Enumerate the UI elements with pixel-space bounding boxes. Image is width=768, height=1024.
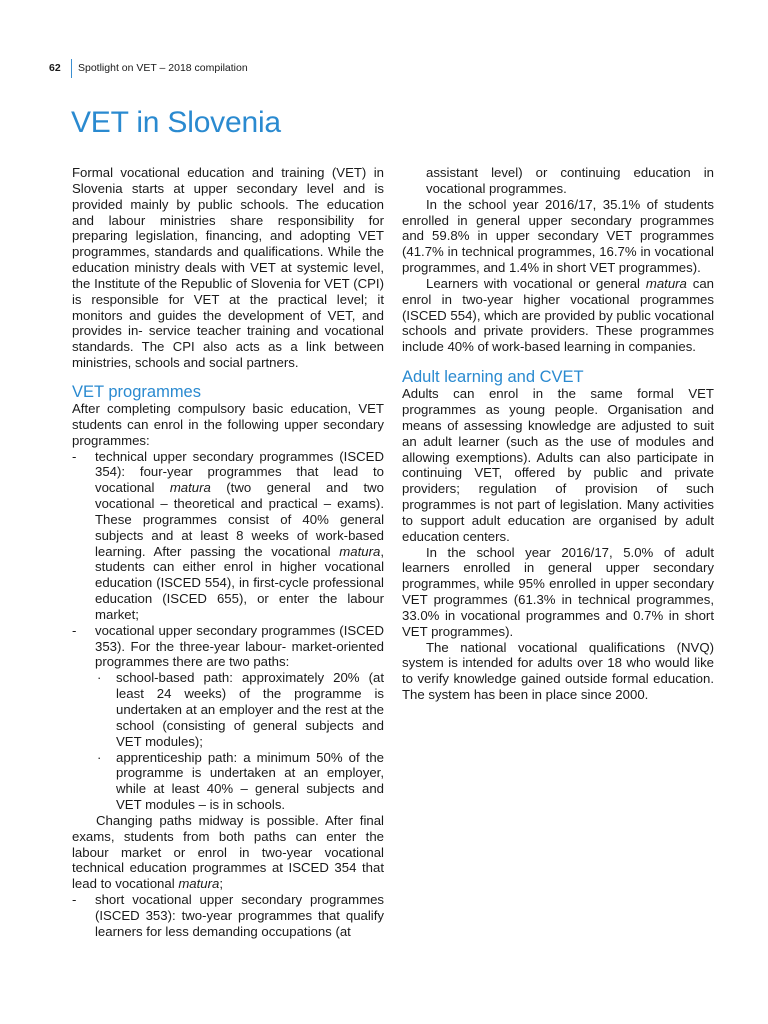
sublist-item-apprenticeship <box>95 750 384 813</box>
list-item-text: vocational upper secondary programmes (ISCED 353). For the three-year labour- market-oriented programmes there are two paths: <box>95 622 384 670</box>
programme-list <box>72 449 384 813</box>
list-item-vocational <box>72 623 384 813</box>
adult-learning-paragraph: Adults can enrol in the same formal VET programmes as young people. Organisation and means of assessing knowledge are adjusted to suit an adult learner (such as the use of modules and allowing exemptions). Adults can also participate in continuing VET, offered by public and private providers; regulation of provision of such programmes is not part of legislation. Many activities to support adult education are organised by adult education centers. <box>402 386 714 544</box>
paragraph-text: can enrol in two-year higher vocational programmes (ISCED 554), which are provided by public vocational schools and private providers. These programmes include 40% of work-based learning in companies. <box>402 275 714 355</box>
dash-bullet: - <box>72 892 77 908</box>
list-item-continuation: assistant level) or continuing education in vocational programmes. <box>426 165 714 196</box>
higher-vocational-paragraph <box>402 276 714 355</box>
header-divider <box>71 59 72 78</box>
sublist-item-text: apprenticeship path: a minimum 50% of the programme is undertaken at an employer, while at least 40% – general subjects and VET modules – is in schools. <box>116 749 384 813</box>
section-heading-vet-programmes: VET programmes <box>72 382 201 401</box>
dot-bullet: · <box>97 670 102 686</box>
paragraph-text: Changing paths midway is possible. After final exams, students from both paths can enter the labour market or enrol in two-year vocational technical education programmes at ISCED 354 that lead to vocational <box>72 812 384 892</box>
vet-programmes-lead: After completing compulsory basic education, VET students can enrol in the following upper secondary programmes: <box>72 400 384 448</box>
section-heading-adult-learning: Adult learning and CVET <box>402 368 584 387</box>
dot-bullet: · <box>97 749 102 765</box>
left-column <box>72 165 384 940</box>
list-item-text: (two general and two vocational – theoretical and practical – exams). These programmes consist of 40% general subjects and at least 8 weeks of work-based learning. After passing the vocational <box>95 480 384 559</box>
running-header <box>49 58 248 78</box>
publication-title: Spotlight on VET – 2018 compilation <box>78 62 248 74</box>
italic-term: matura <box>169 480 211 496</box>
dash-bullet: - <box>72 622 77 638</box>
paragraph-text: ; <box>219 876 224 892</box>
list-item-text: short vocational upper secondary programmes (ISCED 353): two-year programmes that qualify learners for less demanding occupations (at <box>95 892 384 939</box>
list-item-text: , students can either enrol in higher vocational education (ISCED 554), in first-cycle professional education (ISCED 655), or enter the labour market; <box>95 543 384 622</box>
page-number: 62 <box>49 62 61 74</box>
paragraph-text: Learners with vocational or general <box>426 275 646 291</box>
list-item-text: technical upper secondary programmes (ISCED 354): four-year programmes that lead to vocational <box>95 448 384 496</box>
page-title: VET in Slovenia <box>71 106 281 139</box>
changing-paths-paragraph <box>72 813 384 892</box>
programme-list-continued <box>72 892 384 940</box>
right-column <box>402 165 714 703</box>
italic-term: matura <box>178 876 220 892</box>
dash-bullet: - <box>72 448 77 464</box>
enrolment-shares-paragraph: In the school year 2016/17, 35.1% of students enrolled in general upper secondary programmes and 59.8% in upper secondary VET programmes (41.7% in technical programmes, 16.7% in vocational programmes, and 1.4% in short VET programmes). <box>402 196 714 276</box>
italic-term: matura <box>645 275 687 291</box>
list-item-technical <box>72 449 384 623</box>
adult-enrolment-paragraph: In the school year 2016/17, 5.0% of adult learners enrolled in general upper secondary programmes, while 95% enrolled in upper secondary VET programmes (61.3% in technical programmes, 33.0% in vocational programmes and 0.7% in short VET programmes). <box>402 544 714 639</box>
sublist-item-text: school-based path: approximately 20% (at least 24 weeks) of the programme is undertaken at an employer and the rest at the school (consisting of general subjects and VET modules); <box>116 670 384 749</box>
list-item-short-vocational <box>72 892 384 940</box>
sublist-item-school-based <box>95 670 384 749</box>
path-list <box>95 670 384 813</box>
italic-term: matura <box>339 543 381 559</box>
nvq-paragraph: The national vocational qualifications (NVQ) system is intended for adults over 18 who would like to verify knowledge gained outside formal education. The system has been in place since 2000. <box>402 639 714 703</box>
intro-paragraph: Formal vocational education and training (VET) in Slovenia starts at upper secondary level and is provided mainly by public schools. The education and labour ministries share responsibility for preparing legislation, financing, and adopting VET programmes, standards and qualifications. While the education ministry deals with VET at systemic level, the Institute of the Republic of Slovenia for VET (CPI) is responsible for VET at the practical level; it monitors and guides the development of VET, and provides in- service teacher training and vocational standards. The CPI also acts as a link between ministries, schools and social partners. <box>72 165 384 371</box>
